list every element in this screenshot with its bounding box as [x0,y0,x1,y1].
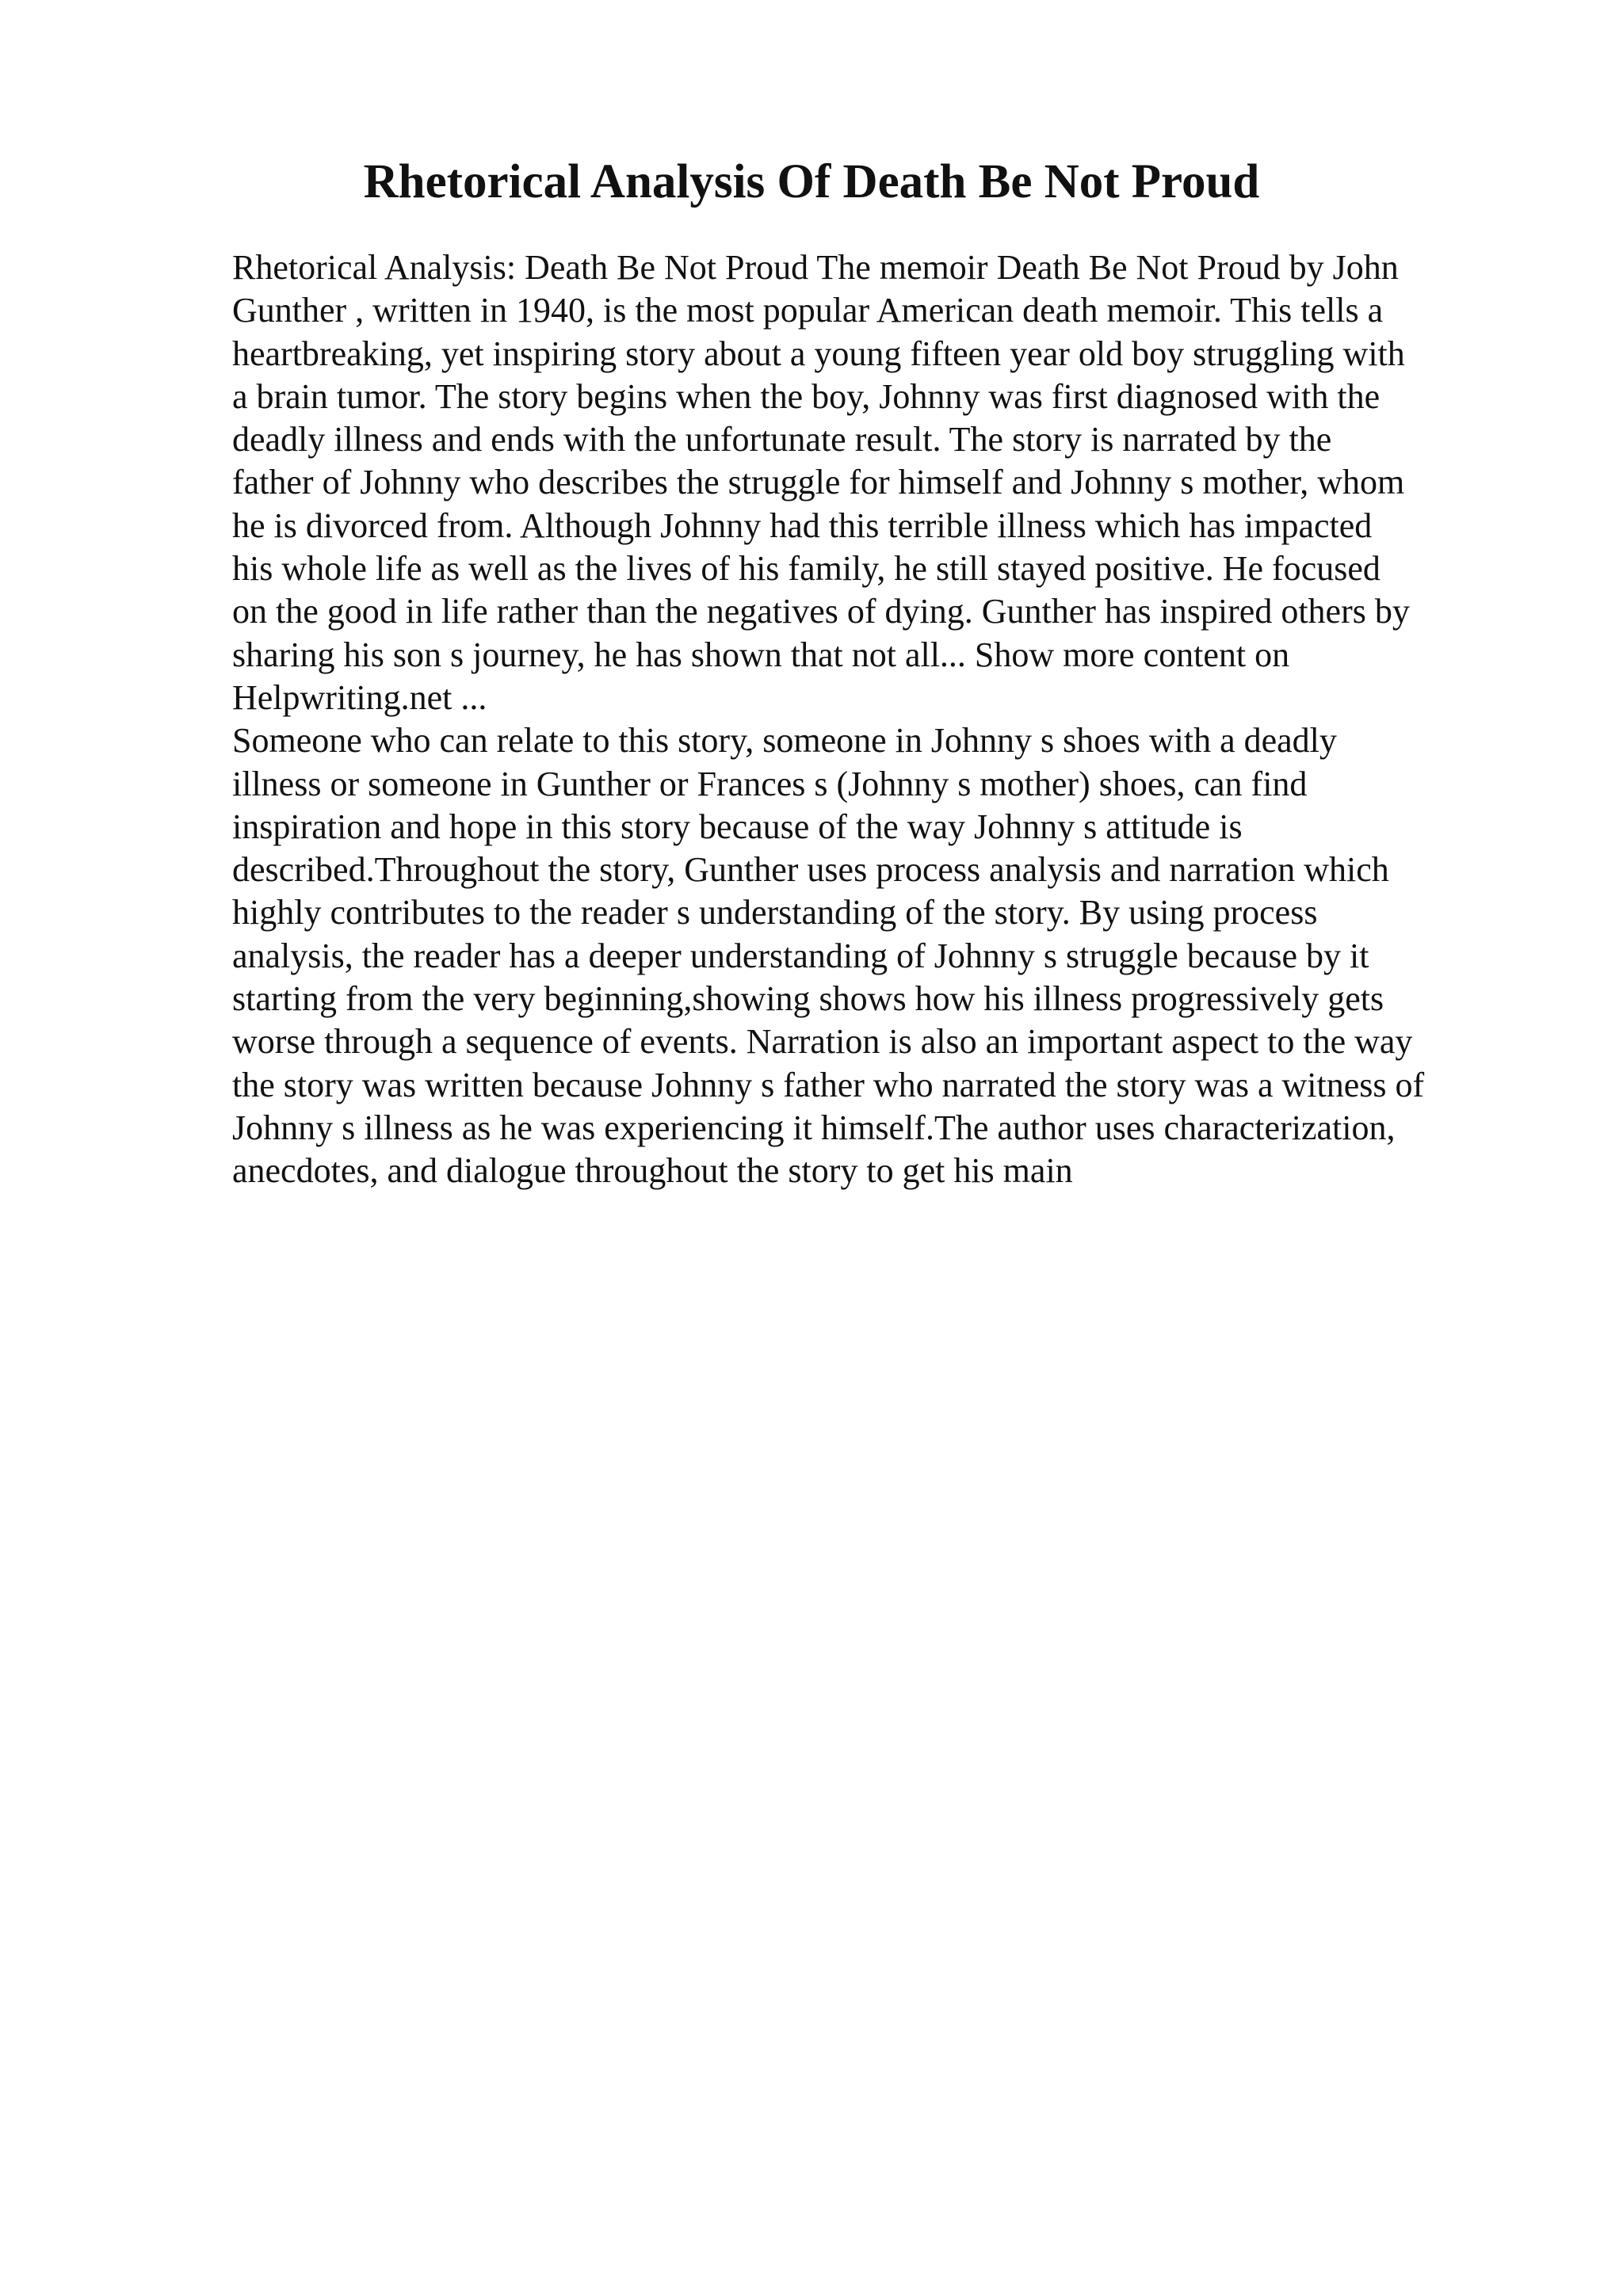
body-line: analysis, the reader has a deeper understanding of Johnny s struggle because by it [232,936,1369,975]
body-line: father of Johnny who describes the struggle for himself and Johnny s mother, whom [232,463,1405,502]
body-line: he is divorced from. Although Johnny had this terrible illness which has impacted [232,505,1373,545]
body-line: described.Throughout the story, Gunther uses process analysis and narration which [232,850,1389,890]
body-line: inspiration and hope in this story because of the way Johnny s attitude is [232,807,1243,846]
body-line: Helpwriting.net ... [232,677,487,717]
body-line: Rhetorical Analysis: Death Be Not Proud The memoir Death Be Not Proud by John [232,248,1399,287]
body-line: Johnny s illness as he was experiencing it himself.The author uses characterization, [232,1108,1396,1147]
body-line: sharing his son s journey, he has shown that not all... Show more content on [232,635,1290,674]
document-body [232,246,1516,1193]
body-line: deadly illness and ends with the unfortunate result. The story is narrated by the [232,420,1332,460]
body-line: anecdotes, and dialogue throughout the story to get his main [232,1151,1073,1191]
body-line: illness or someone in Gunther or Frances s (Johnny s mother) shoes, can find [232,764,1308,803]
body-line: highly contributes to the reader s understanding of the story. By using process [232,893,1318,933]
body-line: Someone who can relate to this story, someone in Johnny s shoes with a deadly [232,721,1337,761]
body-line: a brain tumor. The story begins when the boy, Johnny was first diagnosed with the [232,376,1381,416]
body-line: Gunther , written in 1940, is the most popular American death memoir. This tells a [232,291,1384,330]
body-line: the story was written because Johnny s father who narrated the story was a witness of [232,1065,1425,1104]
body-line: heartbreaking, yet inspiring story about a young fifteen year old boy struggling with [232,334,1405,373]
body-line: his whole life as well as the lives of his family, he still stayed positive. He focused [232,549,1381,589]
body-line: on the good in life rather than the negatives of dying. Gunther has inspired others by [232,592,1410,631]
body-line: starting from the very beginning,showing shows how his illness progressively gets [232,979,1384,1019]
body-line: worse through a sequence of events. Narration is also an important aspect to the way [232,1022,1413,1062]
document-title: Rhetorical Analysis Of Death Be Not Proud [363,155,1260,208]
